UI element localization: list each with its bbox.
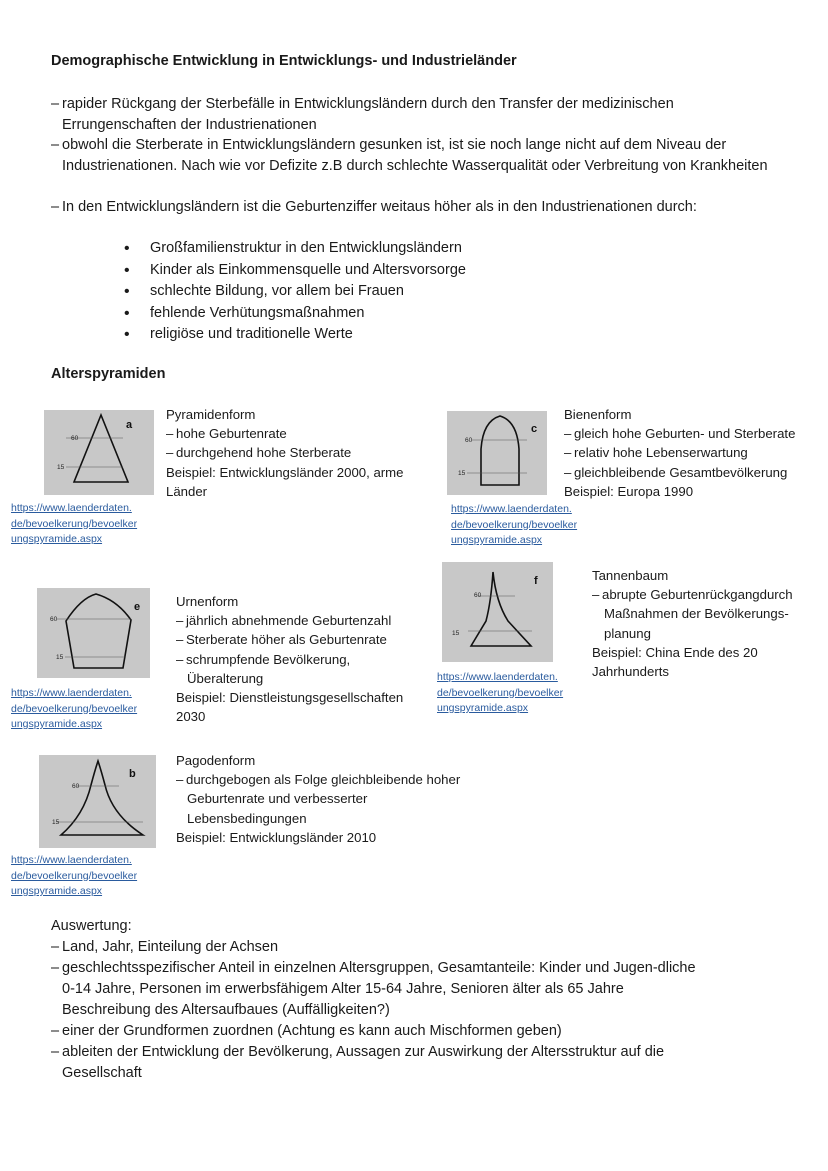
- pyramid-title: Bienenform: [564, 407, 632, 422]
- list-item: – geschlechtsspezifischer Anteil in einzelnen Altersgruppen, Gesamtanteile: Kinder und Jugen-dliche 0-14 Jahre, Personen im erwerbsfähigem Alter 15-64 Jahre, Senioren älter als 65 Jahre Beschreibung des Altersaufbaues (Auffälligkeiten?): [51, 960, 696, 1018]
- figure-letter: b: [129, 768, 136, 780]
- axis-label-15: 15: [56, 654, 64, 661]
- list-item: – Land, Jahr, Einteilung der Achsen: [51, 939, 279, 955]
- source-link[interactable]: https://www.laenderdaten. de/bevoelkerung/bevoelker ungspyramide.aspx: [11, 854, 138, 897]
- axis-label-15: 15: [458, 470, 466, 477]
- axis-label-60: 60: [72, 783, 80, 790]
- figure-letter: a: [126, 419, 133, 431]
- intro-point-2: – obwohl die Sterberate in Entwicklungsländern gesunken ist, ist sie noch lange nicht auf dem Niveau der Industrienationen. Nach wie vor Defizite z.B durch schlechte Wasserqualität oder Verbreitung von Krankheiten: [51, 137, 768, 174]
- axis-label-60: 60: [474, 592, 482, 599]
- pyramid-title: Tannenbaum: [592, 568, 669, 583]
- list-item: • fehlende Verhütungsmaßnahmen: [124, 303, 466, 325]
- figure-letter: f: [534, 575, 538, 587]
- section-title: Alterspyramiden: [51, 366, 166, 382]
- source-link[interactable]: https://www.laenderdaten. de/bevoelkerung/bevoelker ungspyramide.aspx: [11, 687, 138, 730]
- evaluation-heading: Auswertung:: [51, 918, 132, 934]
- reasons-list: [124, 238, 466, 346]
- pyramid-a-figure: [44, 410, 154, 495]
- pyramid-b-description: Pagodenform – durchgebogen als Folge gleichbleibende hoher Geburtenrate und verbesserter Lebensbedingungen Beispiel: Entwicklungsländer 2010: [176, 753, 461, 845]
- pyramid-c-figure: [447, 411, 547, 495]
- pyramid-f-figure: [442, 562, 553, 662]
- pyramid-e-description: Urnenform – jährlich abnehmende Geburtenzahl – Sterberate höher als Geburtenrate – schrumpfende Bevölkerung, Überalterung Beispiel: Dienstleistungsgesellschaften 2030: [176, 594, 404, 725]
- list-item: – einer der Grundformen zuordnen (Achtung es kann auch Mischformen geben): [51, 1023, 562, 1039]
- pyramid-f-description: Tannenbaum – abrupte Geburtenrückgangdurch Maßnahmen der Bevölkerungs- planung Beispiel: China Ende des 20 Jahrhunderts: [592, 568, 793, 680]
- evaluation-section: [51, 916, 702, 1084]
- intro-point-1: – rapider Rückgang der Sterbefälle in Entwicklungsländern durch den Transfer der medizinischen Errungenschaften der Industrienationen: [51, 96, 674, 133]
- page-title: Demographische Entwicklung in Entwicklungs- und Industrieländer: [51, 53, 517, 69]
- source-link[interactable]: https://www.laenderdaten. de/bevoelkerung/bevoelker ungspyramide.aspx: [451, 503, 578, 546]
- pyramid-e-figure: [37, 588, 150, 678]
- pyramid-title: Urnenform: [176, 594, 239, 609]
- axis-label-60: 60: [465, 437, 473, 444]
- source-link[interactable]: https://www.laenderdaten. de/bevoelkerung/bevoelker ungspyramide.aspx: [11, 502, 138, 545]
- list-item: • religiöse und traditionelle Werte: [124, 324, 466, 346]
- intro-point-3: – In den Entwicklungsländern ist die Geburtenziffer weitaus höher als in den Industrienationen durch:: [51, 199, 697, 215]
- pyramid-c-description: Bienenform – gleich hohe Geburten- und Sterberate – relativ hohe Lebenserwartung – gleichbleibende Gesamtbevölkerung Beispiel: Europa 1990: [564, 407, 796, 499]
- axis-label-60: 60: [50, 616, 58, 623]
- figure-letter: c: [531, 423, 538, 435]
- axis-label-15: 15: [452, 630, 460, 637]
- axis-label-60: 60: [71, 435, 79, 442]
- axis-label-15: 15: [52, 819, 60, 826]
- pyramid-title: Pyramidenform: [166, 407, 256, 422]
- source-link[interactable]: https://www.laenderdaten. de/bevoelkerung/bevoelker ungspyramide.aspx: [437, 671, 564, 714]
- pyramid-b-figure: [39, 755, 156, 848]
- pyramid-a-description: Pyramidenform – hohe Geburtenrate – durchgehend hohe Sterberate Beispiel: Entwicklungsländer 2000, arme Länder: [166, 407, 404, 499]
- list-item: • Großfamilienstruktur in den Entwicklungsländern: [124, 238, 466, 260]
- pyramid-title: Pagodenform: [176, 753, 256, 768]
- axis-label-15: 15: [57, 464, 65, 471]
- figure-letter: e: [134, 601, 141, 613]
- list-item: • Kinder als Einkommensquelle und Altersvorsorge: [124, 260, 466, 282]
- list-item: – ableiten der Entwicklung der Bevölkerung, Aussagen zur Auswirkung der Altersstruktur auf die Gesellschaft: [51, 1044, 665, 1081]
- list-item: • schlechte Bildung, vor allem bei Frauen: [124, 281, 466, 303]
